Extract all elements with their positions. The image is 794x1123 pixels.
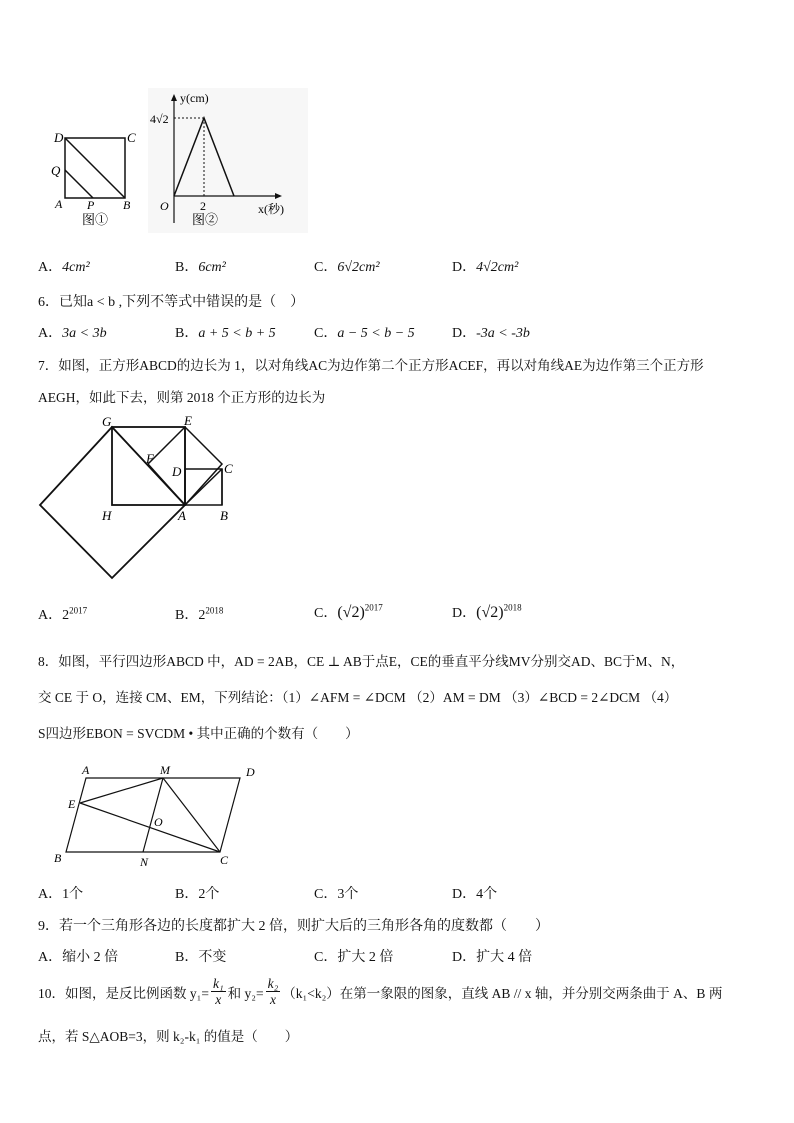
fig1-caption: 图① (82, 212, 109, 227)
q10-frac2-num: k₂ (267, 976, 279, 991)
q10-frac2-den: x (269, 992, 276, 1007)
q6-option-b (175, 322, 276, 342)
q8-option-b (175, 883, 219, 903)
q10-stem-a: 10．如图，是反比例函数 y₁= (38, 985, 209, 1001)
fig2-peak-x: 2 (200, 199, 206, 213)
q9-option-d-letter: D． (452, 950, 477, 965)
q8-option-c (314, 883, 358, 903)
q9-option-a-letter: A． (38, 950, 63, 965)
fig2-x-axis-label: x(秒) (258, 202, 284, 216)
q5-figure-1 (45, 128, 145, 233)
q9-option-b-letter: B． (175, 950, 199, 965)
q6-option-b-text: a + 5 < b + 5 (198, 326, 276, 341)
q5-figure-2 (148, 88, 308, 233)
q7-option-a-base: 2 (62, 608, 70, 623)
fig8-label-o: O (154, 815, 163, 829)
fig8-label-d: D (246, 765, 255, 779)
q6-stem: 6．已知a < b ,下列不等式中错误的是（ ） (38, 295, 305, 310)
q8-option-d-text: 4个 (476, 887, 498, 902)
fig1-label-d: D (54, 130, 64, 145)
q7-option-b-base: 2 (198, 608, 206, 623)
q9-option-c (314, 946, 393, 966)
q9-option-a-text: 缩小 2 倍 (62, 950, 119, 965)
q9-stem: 9．若一个三角形各边的长度都扩大 2 倍，则扩大后的三角形各角的度数都（ ） (38, 919, 549, 934)
fig8-label-a: A (82, 763, 90, 777)
q8-option-b-text: 2个 (198, 887, 220, 902)
fig7-label-c: C (224, 461, 233, 476)
q7-stem-line1: 7．如图，正方形ABCD的边长为 1，以对角线AC为边作第二个正方形ACEF，再以对角线AE为边作第三个正方形 (38, 358, 704, 373)
q8-option-a (38, 883, 83, 903)
q5-option-b-text: 6cm² (198, 260, 226, 275)
q5-option-d (452, 256, 518, 276)
q7-option-b-exp: 2018 (205, 605, 224, 616)
fig7-label-h: H (102, 508, 112, 523)
q7-stem-line2: AEGH，如此下去，则第 2018 个正方形的边长为 (38, 390, 326, 405)
fig8-label-b: B (54, 851, 62, 865)
q10-stem-c: （k₁<k₂）在第一象限的图象，直线 AB // x 轴，并分别交两条曲于 A、B 两 (282, 985, 723, 1001)
q10-frac1-num: k₁ (212, 976, 224, 991)
q7-figure (30, 412, 245, 587)
fig7-label-a: A (178, 508, 186, 523)
q10-stem-b: 和 y₂= (227, 985, 264, 1001)
q7-option-d-base: (√2) (476, 604, 504, 621)
fig7-label-d: D (172, 464, 182, 479)
q8-stem-line3: S四边形EBON = SVCDM • 其中正确的个数有（ ） (38, 726, 359, 741)
fig8-label-e: E (68, 797, 76, 811)
q8-option-b-letter: B． (175, 887, 199, 902)
fig7-label-e: E (184, 413, 192, 428)
q5-option-b (175, 256, 226, 276)
q6-option-a-letter: A． (38, 326, 63, 341)
q8-stem-line2: 交 CE 于 O，连接 CM、EM，下列结论：（1）∠AFM = ∠DCM （2）AM = DM （3）∠BCD = 2∠DCM （4） (38, 690, 678, 705)
fig7-label-b: B (220, 508, 228, 523)
q5-option-c-text: 6√2cm² (337, 260, 380, 275)
q8-option-c-text: 3个 (337, 887, 359, 902)
q10-fraction-2 (266, 976, 281, 1007)
fig1-label-c: C (127, 130, 136, 145)
fig7-label-f: F (146, 451, 154, 466)
q9-option-c-letter: C． (314, 950, 338, 965)
q7-option-a-letter: A． (38, 608, 63, 623)
fig1-label-q: Q (51, 163, 61, 178)
q6-option-a-text: 3a < 3b (62, 326, 107, 341)
q6-option-d-letter: D． (452, 326, 477, 341)
q8-option-a-text: 1个 (62, 887, 84, 902)
q6-option-a (38, 322, 107, 342)
q9-option-b (175, 946, 226, 966)
q8-option-d-letter: D． (452, 887, 477, 902)
q6-option-c-letter: C． (314, 326, 338, 341)
q10-stem-line1 (38, 976, 722, 1007)
q10-frac1-den: x (215, 992, 222, 1007)
fig2-peak-y: 4√2 (150, 112, 169, 126)
fig1-label-a: A (55, 197, 63, 211)
fig1-label-b: B (123, 198, 131, 212)
fig2-origin: O (160, 199, 169, 213)
q7-option-a (38, 604, 87, 624)
q7-option-c (314, 602, 383, 622)
q6-option-c-text: a − 5 < b − 5 (337, 326, 415, 341)
q5-option-d-text: 4√2cm² (476, 260, 519, 275)
fig8-label-n: N (140, 855, 149, 869)
q8-option-d (452, 883, 497, 903)
fig7-label-g: G (102, 414, 112, 429)
q7-option-c-letter: C． (314, 606, 338, 621)
q5-option-c-letter: C． (314, 260, 338, 275)
q7-option-d-letter: D． (452, 606, 477, 621)
q9-option-b-text: 不变 (198, 950, 227, 965)
q8-option-c-letter: C． (314, 887, 338, 902)
q8-stem-line1: 8．如图，平行四边形ABCD 中，AD = 2AB，CE ⊥ AB于点E，CE的垂直平分线MV分别交AD、BC于M、N， (38, 654, 685, 669)
q7-option-a-exp: 2017 (69, 605, 88, 616)
fig2-y-axis-label: y(cm) (180, 91, 209, 105)
q6-option-b-letter: B． (175, 326, 199, 341)
q5-option-d-letter: D． (452, 260, 477, 275)
q7-option-c-exp: 2017 (364, 602, 383, 613)
q7-option-d (452, 602, 522, 622)
q7-option-b-letter: B． (175, 608, 199, 623)
q9-option-d (452, 946, 532, 966)
q7-option-d-exp: 2018 (503, 602, 522, 613)
fig8-label-m: M (160, 763, 170, 777)
q7-option-b (175, 604, 223, 624)
q9-option-d-text: 扩大 4 倍 (476, 950, 533, 965)
q7-option-c-base: (√2) (337, 604, 365, 621)
q5-option-a-letter: A． (38, 260, 63, 275)
q9-option-a (38, 946, 118, 966)
fig1-label-p: P (87, 198, 95, 212)
q8-figure (50, 760, 275, 872)
q6-option-d (452, 322, 530, 342)
q5-option-a-text: 4cm² (62, 260, 90, 275)
q9-option-c-text: 扩大 2 倍 (337, 950, 394, 965)
q5-option-a (38, 256, 90, 276)
q10-fraction-1 (211, 976, 226, 1007)
q8-option-a-letter: A． (38, 887, 63, 902)
q5-option-c (314, 256, 380, 276)
q10-stem-line2: 点，若 S△AOB=3，则 k₂-k₁ 的值是（ ） (38, 1029, 299, 1044)
fig8-label-c: C (220, 853, 229, 867)
fig2-caption: 图② (192, 212, 219, 227)
q6-option-c (314, 322, 415, 342)
q5-option-b-letter: B． (175, 260, 199, 275)
q6-option-d-text: -3a < -3b (476, 326, 530, 341)
